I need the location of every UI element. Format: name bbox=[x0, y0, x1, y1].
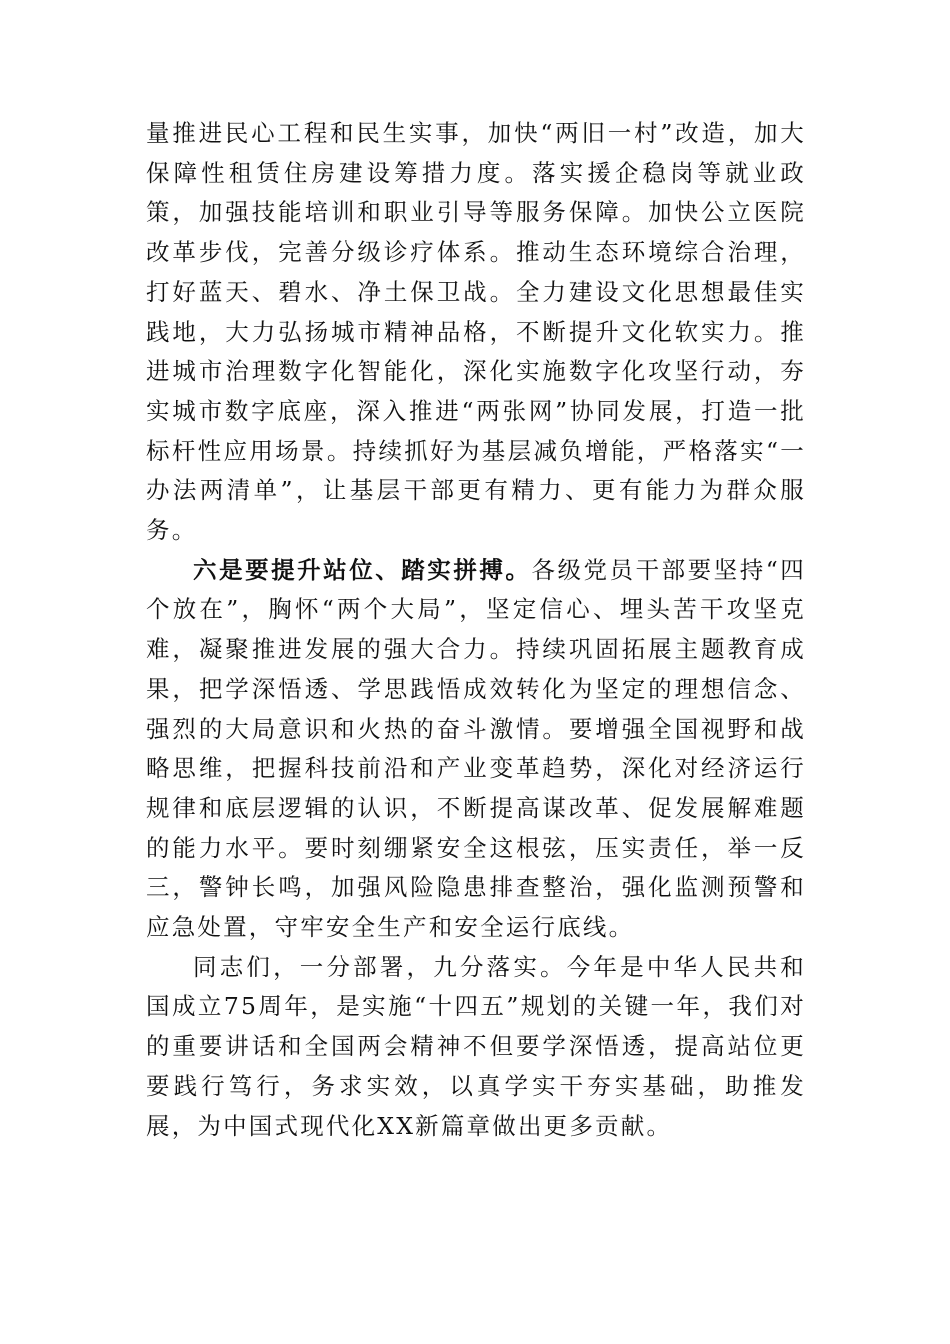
paragraph-text: 同志们，一分部署，九分落实。今年是中华人民共和国成立75周年，是实施“十四五”规划的关键一年，我们对的重要讲话和全国两会精神不但要学深悟透，提高站位更要践行笃行，务求实效，以真学实干夯实基础，助推发展，为中国式现代化XX新篇章做出更多贡献。 bbox=[146, 952, 806, 1140]
paragraph-text: 量推进民心工程和民生实事，加快“两旧一村”改造，加大保障性租赁住房建设筹措力度。落实援企稳岗等就业政策，加强技能培训和职业引导等服务保障。加快公立医院改革步伐，完善分级诊疗体系。推动生态环境综合治理，打好蓝天、碧水、净土保卫战。全力建设文化思想最佳实践地，大力弘扬城市精神品格，不断提升文化软实力。推进城市治理数字化智能化，深化实施数字化攻坚行动，夯实城市数字底座，深入推进“两张网”协同发展，打造一批标杆性应用场景。持续抓好为基层减负增能，严格落实“一办法两清单”，让基层干部更有精力、更有能力为群众服务。 bbox=[146, 119, 806, 545]
section-heading-lead: 六是要提升站位、踏实拼搏。 bbox=[193, 555, 532, 584]
paragraph-section-six bbox=[146, 551, 806, 948]
paragraph-continued bbox=[146, 114, 806, 551]
body-text bbox=[146, 114, 806, 1146]
paragraph-closing bbox=[146, 948, 806, 1147]
paragraph-text: 各级党员干部要坚持“四个放在”，胸怀“两个大局”，坚定信心、埋头苦干攻坚克难，凝聚推进发展的强大合力。持续巩固拓展主题教育成果，把学深悟透、学思践悟成效转化为坚定的理想信念、强烈的大局意识和火热的奋斗激情。要增强全国视野和战略思维，把握科技前沿和产业变革趋势，深化对经济运行规律和底层逻辑的认识，不断提高谋改革、促发展解难题的能力水平。要时刻绷紧安全这根弦，压实责任，举一反三，警钟长鸣，加强风险隐患排查整治，强化监测预警和应急处置，守牢安全生产和安全运行底线。 bbox=[146, 555, 806, 942]
